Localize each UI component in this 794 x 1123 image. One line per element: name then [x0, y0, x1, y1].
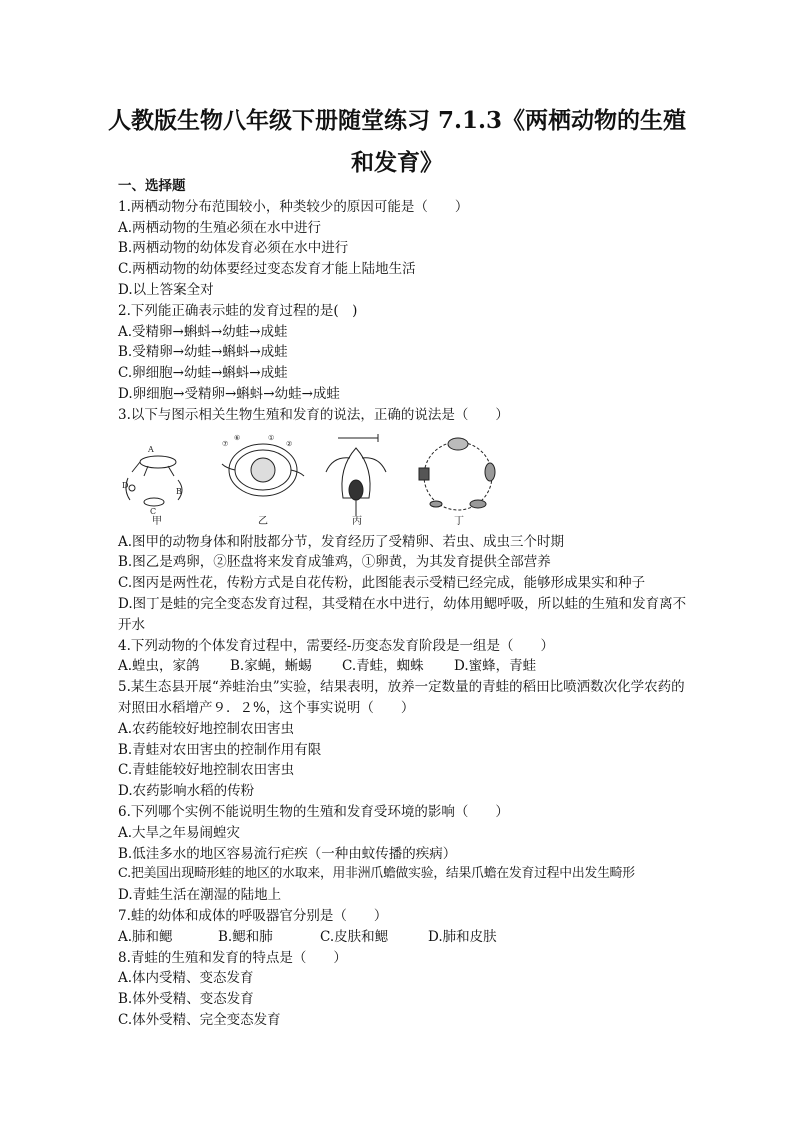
svg-text:②: ②	[286, 439, 293, 448]
question-4-option-a: A.蝗虫，家鸽	[118, 658, 200, 675]
question-7-option-b: B.鳃和肺	[218, 928, 273, 945]
question-7-option-d: D.肺和皮肤	[428, 928, 497, 945]
flower-drawing	[326, 434, 386, 516]
question-1-option-c: C.两栖动物的幼体要经过变态发育才能上陆地生活	[118, 261, 416, 278]
insect-lifecycle-drawing	[122, 445, 182, 516]
question-4-stem: 4.下列动物的个体发育过程中，需要经-历变态发育阶段是一组是（ ）	[118, 637, 554, 654]
question-7-option-a: A.肺和鳃	[118, 928, 173, 945]
question-4-option-d: D.蜜蜂，青蛙	[454, 658, 537, 675]
frog-lifecycle-drawing	[419, 438, 495, 510]
question-3-option-b: B.图乙是鸡卵，②胚盘将来发育成雏鸡，①卵黄，为其发育提供全部营养	[118, 554, 551, 571]
question-3-option-d: D.图丁是蛙的完全变态发育过程，其受精在水中进行，幼体用鳃呼吸，所以蛙的生殖和发育离不开水	[118, 595, 687, 633]
question-1-option-d: D.以上答案全对	[118, 281, 214, 298]
bird-egg-drawing	[222, 434, 304, 496]
figure-label-ding: 丁	[454, 515, 464, 527]
question-4-option-c: C.青蛙，蜘蛛	[342, 658, 424, 675]
svg-text:⑥: ⑥	[234, 433, 241, 442]
question-8-option-a: A.体内受精、变态发育	[118, 970, 254, 987]
question-2-option-c: C.卵细胞→幼蛙→蝌蚪→成蛙	[118, 365, 288, 382]
question-7-stem: 7.蛙的幼体和成体的呼吸器官分别是（ ）	[118, 907, 388, 924]
question-8-option-b: B.体外受精、变态发育	[118, 991, 254, 1008]
question-5-option-b: B.青蛙对农田害虫的控制作用有限	[118, 741, 322, 758]
question-4-options	[118, 656, 698, 677]
question-4-option-b: B.家蝇，蜥蜴	[230, 658, 312, 675]
question-2-option-d: D.卵细胞→受精卵→蝌蚪→幼蛙→成蛙	[118, 385, 340, 402]
biology-diagram	[118, 428, 508, 528]
section-heading: 一、选择题	[118, 178, 186, 194]
question-5-option-d: D.农药影响水稻的传粉	[118, 783, 255, 800]
question-3-figure	[118, 428, 508, 528]
question-5-stem: 5.某生态县开展“养蛙治虫”实验，结果表明，放养一定数量的青蛙的稻田比喷洒数次化学农药的对照田水稻增产９．２%，这个事实说明（ ）	[118, 679, 685, 716]
question-8-option-c: C.体外受精、完全变态发育	[118, 1011, 281, 1028]
question-5-option-c: C.青蛙能较好地控制农田害虫	[118, 762, 295, 779]
question-7-options	[118, 927, 698, 948]
svg-text:C: C	[150, 506, 157, 516]
svg-text:D: D	[122, 480, 129, 490]
question-3-option-a: A.图甲的动物身体和附肢都分节，发育经历了受精卵、若虫、成虫三个时期	[118, 533, 565, 550]
page-title: 人教版生物八年级下册随堂练习 7.1.3《两栖动物的生殖和发育》	[107, 107, 687, 176]
svg-text:A: A	[148, 444, 154, 454]
figure-label-jia: 甲	[152, 515, 162, 527]
svg-text:⑦: ⑦	[222, 439, 229, 448]
question-2-option-b: B.受精卵→幼蛙→蝌蚪→成蛙	[118, 344, 288, 361]
question-3-option-c: C.图丙是两性花，传粉方式是自花传粉，此图能表示受精已经完成，能够形成果实和种子	[118, 575, 646, 592]
question-1-stem: 1.两栖动物分布范围较小，种类较少的原因可能是（ ）	[118, 198, 469, 215]
svg-text:B: B	[176, 486, 182, 496]
figure-label-bing: 丙	[352, 515, 362, 527]
question-list	[118, 176, 698, 1031]
question-6-stem: 6.下列哪个实例不能说明生物的生殖和发育受环境的影响（ ）	[118, 803, 509, 820]
figure-label-yi: 乙	[258, 515, 268, 527]
question-7-option-c: C.皮肤和鳃	[320, 928, 389, 945]
svg-text:①: ①	[268, 433, 275, 442]
question-6-option-c: C.把美国出现畸形蛙的地区的水取来，用非洲爪蟾做实验，结果爪蟾在发育过程中出发生畸形	[118, 866, 635, 882]
question-5-option-a: A.农药能较好地控制农田害虫	[118, 720, 295, 737]
question-3-stem: 3.以下与图示相关生物生殖和发育的说法，正确的说法是（ ）	[118, 406, 509, 423]
question-6-option-b: B.低洼多水的地区容易流行疟疾（一种由蚊传播的疾病）	[118, 845, 457, 862]
question-1-option-a: A.两栖动物的生殖必须在水中进行	[118, 219, 322, 236]
question-8-stem: 8.青蛙的生殖和发育的特点是（ ）	[118, 949, 347, 966]
question-6-option-a: A.大旱之年易闹蝗灾	[118, 824, 241, 841]
question-2-stem: 2.下列能正确表示蛙的发育过程的是( )	[118, 302, 358, 319]
question-6-option-d: D.青蛙生活在潮湿的陆地上	[118, 887, 282, 904]
question-1-option-b: B.两栖动物的幼体发育必须在水中进行	[118, 240, 349, 257]
question-2-option-a: A.受精卵→蝌蚪→幼蛙→成蛙	[118, 323, 288, 340]
